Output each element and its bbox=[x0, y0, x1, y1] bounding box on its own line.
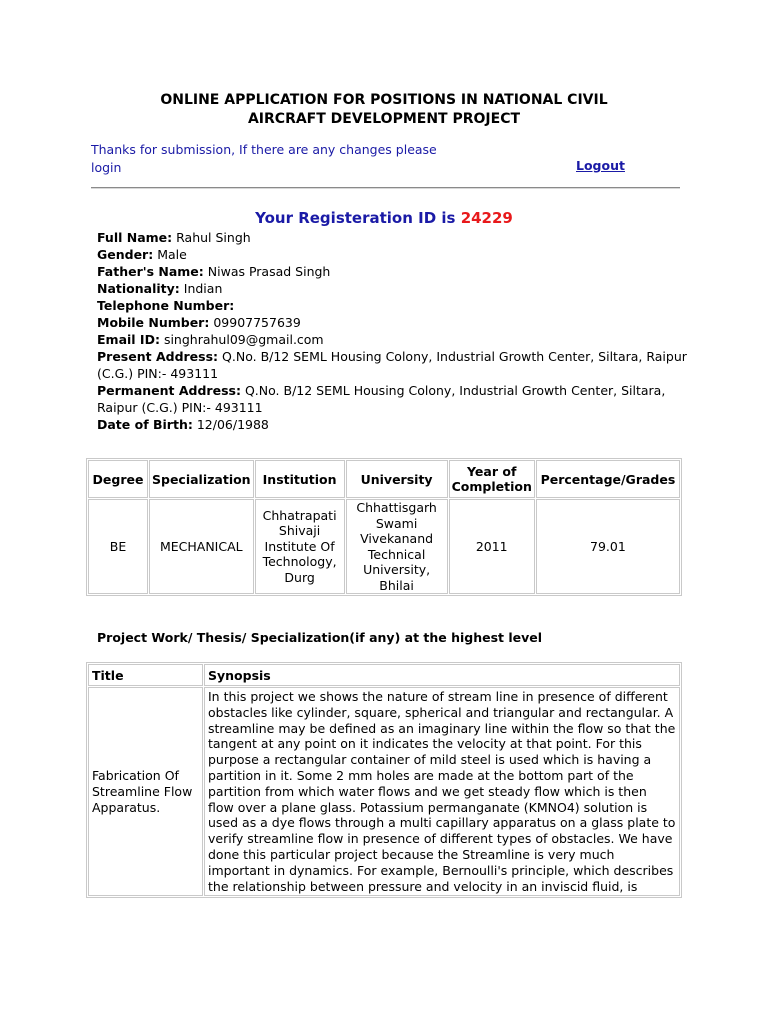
detail-label: Email ID: bbox=[97, 332, 160, 347]
logout-link[interactable]: Logout bbox=[576, 158, 625, 173]
submission-message: Thanks for submission, If there are any changes please login bbox=[91, 142, 437, 175]
detail-label: Telephone Number: bbox=[97, 298, 235, 313]
table-cell: MECHANICAL bbox=[149, 499, 254, 594]
detail-email bbox=[97, 331, 687, 348]
table-cell: 2011 bbox=[449, 499, 535, 594]
detail-value: Rahul Singh bbox=[176, 230, 251, 245]
detail-label: Gender: bbox=[97, 247, 154, 262]
detail-value: Q.No. B/12 SEML Housing Colony, Industrial Growth Center, Siltara, Raipur (C.G.) PIN:- 493111 bbox=[97, 383, 666, 415]
column-header: Specialization bbox=[149, 460, 254, 498]
page-title-line-2: AIRCRAFT DEVELOPMENT PROJECT bbox=[247, 111, 521, 127]
project-title: Fabrication Of Streamline Flow Apparatus. bbox=[88, 687, 203, 896]
table-cell: Chhattisgarh Swami Vivekanand Technical University, Bhilai bbox=[346, 499, 448, 594]
registration-id: 24229 bbox=[460, 209, 513, 227]
detail-date-of-birth bbox=[97, 416, 687, 433]
detail-telephone bbox=[97, 297, 687, 314]
project-table bbox=[86, 662, 682, 898]
detail-mobile bbox=[97, 314, 687, 331]
table-cell: Chhatrapati Shivaji Institute Of Technology, Durg bbox=[255, 499, 345, 594]
detail-value: Q.No. B/12 SEML Housing Colony, Industrial Growth Center, Siltara, Raipur (C.G.) PIN:- 493111 bbox=[97, 349, 687, 381]
table-cell: 79.01 bbox=[536, 499, 680, 594]
page-title-line-1: ONLINE APPLICATION FOR POSITIONS IN NATIONAL CIVIL bbox=[160, 92, 608, 108]
column-header: University bbox=[346, 460, 448, 498]
table-row bbox=[88, 687, 680, 896]
detail-label: Date of Birth: bbox=[97, 417, 193, 432]
detail-full-name bbox=[97, 229, 687, 246]
detail-label: Father's Name: bbox=[97, 264, 204, 279]
page-title bbox=[0, 91, 768, 129]
detail-label: Present Address: bbox=[97, 349, 219, 364]
detail-value: Indian bbox=[183, 281, 223, 296]
detail-label: Mobile Number: bbox=[97, 315, 210, 330]
project-heading: Project Work/ Thesis/ Specialization(if any) at the highest level bbox=[97, 630, 543, 645]
column-header: Synopsis bbox=[204, 664, 680, 686]
column-header: Year of Completion bbox=[449, 460, 535, 498]
detail-permanent-address bbox=[97, 382, 687, 416]
detail-gender bbox=[97, 246, 687, 263]
detail-label: Full Name: bbox=[97, 230, 173, 245]
detail-label: Nationality: bbox=[97, 281, 180, 296]
detail-fathers-name bbox=[97, 263, 687, 280]
table-header-row bbox=[88, 664, 680, 686]
applicant-details bbox=[97, 229, 687, 433]
detail-value: 09907757639 bbox=[213, 315, 301, 330]
detail-label: Permanent Address: bbox=[97, 383, 241, 398]
column-header: Degree bbox=[88, 460, 148, 498]
column-header: Institution bbox=[255, 460, 345, 498]
registration-heading bbox=[0, 209, 768, 227]
detail-nationality bbox=[97, 280, 687, 297]
project-synopsis: In this project we shows the nature of stream line in presence of different obstacles like cylinder, square, spherical and triangular and rectangular. A streamline may be defined as an imaginary line within the flow so that the tangent at any point on it indicates the velocity at that point. For this purpose a rectangular container of mild steel is used which is having a partition in it. Some 2 mm holes are made at the bottom part of the partition from which water flows and we get steady flow which is then flow over a plane glass. Potassium permanganate (KMNO4) solution is used as a dye flows through a multi capillary apparatus on a glass plate to verify streamline flow in presence of different types of obstacles. We have done this particular project because the Streamline is very much important in dynamics. For example, Bernoulli's principle, which describes the relationship between pressure and velocity in an inviscid fluid, is bbox=[204, 687, 680, 896]
detail-value: singhrahul09@gmail.com bbox=[163, 332, 324, 347]
registration-label: Your Registeration ID is bbox=[255, 209, 456, 227]
column-header: Percentage/Grades bbox=[536, 460, 680, 498]
column-header: Title bbox=[88, 664, 203, 686]
table-row bbox=[88, 499, 680, 594]
detail-value: Niwas Prasad Singh bbox=[207, 264, 331, 279]
table-cell: BE bbox=[88, 499, 148, 594]
detail-value: 12/06/1988 bbox=[196, 417, 269, 432]
divider bbox=[91, 187, 680, 189]
table-header-row bbox=[88, 460, 680, 498]
detail-value: Male bbox=[157, 247, 187, 262]
education-table bbox=[86, 458, 682, 596]
detail-present-address bbox=[97, 348, 687, 382]
